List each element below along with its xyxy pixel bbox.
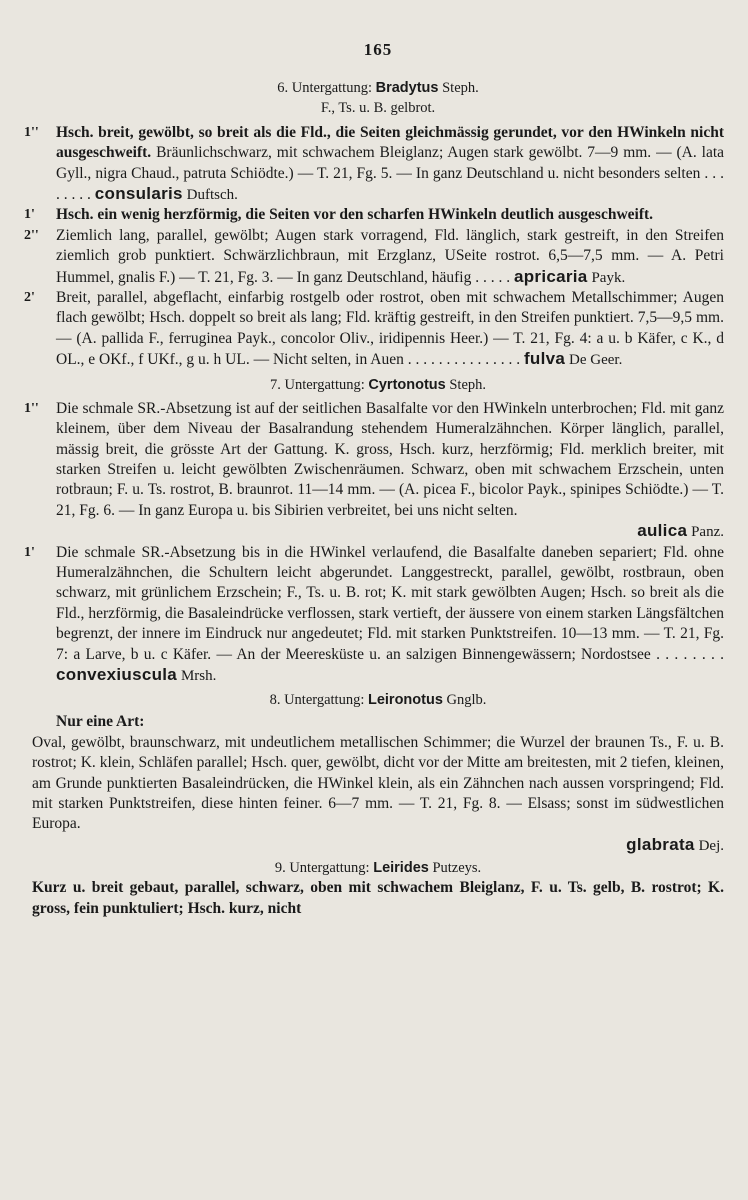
subgenus-sub-6: F., Ts. u. B. gelbrot. xyxy=(320,100,436,117)
subgenus-heading-8 xyxy=(32,690,724,710)
heading-author: Gnglb. xyxy=(446,692,487,709)
species-name: fulva xyxy=(523,349,566,369)
species-author: Payk. xyxy=(591,269,626,286)
species-description-9: Kurz u. breit gebaut, parallel, schwarz, oben mit schwachem Bleiglanz, F. u. Ts. gelb, B. rostrot; K. gross, fein punktuliert; Hsch. kurz, nicht xyxy=(32,879,724,917)
subgenus-heading-9 xyxy=(32,858,724,878)
heading-author: Steph. xyxy=(442,80,479,97)
couplet-text: Hsch. ein wenig herzförmig, die Seiten vor den scharfen HWinkeln deutlich ausgeschweift. xyxy=(56,206,654,224)
couplet-number: 2' xyxy=(24,290,35,306)
couplet-number: 1'' xyxy=(24,400,39,416)
heading-name: Leironotus xyxy=(367,692,443,709)
subgenus-heading-7 xyxy=(32,375,724,395)
subgenus-heading-6 xyxy=(32,78,724,98)
heading-label: 9. Untergattung: xyxy=(274,860,370,877)
heading-name: Cyrtonotus xyxy=(368,376,446,393)
heading-label: 6. Untergattung: xyxy=(277,80,372,97)
heading-author: Putzeys. xyxy=(432,860,482,877)
heading-label: 7. Untergattung: xyxy=(269,376,365,393)
couplet-number: 1' xyxy=(24,544,35,560)
couplet-text: Die schmale SR.-Absetzung ist auf der seitlichen Basalfalte vor den HWinkeln unterbrochen; Fld. mit ganz kleinem, über dem Niveau der Basalrandung stehendem Humeralzähnchen. Körper länglich, parallel, mässig breit, die grösste Art der Gattung. K. gross, Hsch. kurz, herzförmig; Fld. merklich breiter, mit starken Streifen u. leicht gewölbten Zwischenräumen. Schwarz, oben mit schwachem Erzschein, unten rotbraun; F. u. Ts. rostrot, B. braunrot. 11—14 mm. — (A. picea F., bicolor Payk., spinipes Schiödte.) — T. 21, Fg. 6. — In ganz Europa u. bis Sibirien verbreitet, bei uns nicht selten. xyxy=(56,399,724,519)
species-name: apricaria xyxy=(513,266,588,286)
couplet-6-4: 2' Breit, parallel, abgeflacht, einfarbig rostgelb oder rostrot, oben mit schwachem Metallschimmer; Augen flach gewölbt; Hsch. doppelt so breit als lang; Fld. kräftig gestreift, in den Streifen punktiert. 7,5—9,5 mm. — (A. pallida F., ferruginea Payk., concolor Oliv., iridipennis Heer.) — T. 21, Fg. 4: a u. b Käfer, c K., d OL., e OKf., f UKf., g u. h UL. — Nicht selten, in Auen . . . . . . . . . . . . . . . fulva De Geer. xyxy=(24,289,724,369)
species-description-8: Oval, gewölbt, braunschwarz, mit undeutlichem metallischen Schimmer; die Wurzel der braunen Ts., F. u. B. rostrot; K. klein, Schläfen parallel; Hsch. quer, gewölbt, dicht vor der Mitte am breitesten, mit 2 tiefen, kleinen, am Grunde punktierten Basaleindrücken, die HWinkel klein, als ein Zähnchen nach aussen vorspringend; Fld. mit starken Punktstreifen, diese hinten feiner. 6—7 mm. — T. 21, Fg. 8. — Elsass; sonst im südwestlichen Europa. xyxy=(32,733,724,833)
species-author: Dej. xyxy=(698,837,724,854)
couplet-7-2: 1' Die schmale SR.-Absetzung bis in die HWinkel verlaufend, die Basalfalte daneben separiert; Fld. ohne Humeralzähnchen, die Schultern leicht abgerundet. Langgestreckt, parallel, gewölbt, rostbraun, oben schwarz, mit grünlichem Erzschein; F., Ts. u. B. rot; K. mit stark gewölbten Augen; Hsch. so breit als die Fld., herzförmig, die Basaleindrücke verflossen, stark vertieft, der äussere von einem starken Längsfältchen begrenzt, der innere im Eindruck nur angedeutet; Fld. mit starken Punktstreifen. 10—13 mm. — T. 21, Fg. 7: a Larve, b u. c Käfer. — An der Meeresküste u. an salzigen Binnengewässern; Nordostsee . . . . . . . . convexiuscula Mrsh. xyxy=(24,543,725,684)
couplet-6-3: 2'' Ziemlich lang, parallel, gewölbt; Augen stark vorragend, Fld. länglich, stark gestreift, in den Streifen ziemlich grob punktiert. Schwärzlichbraun, mit Erzglanz, USeite rostrot. 6,5—7,5 mm. — A. Petri Hummel, gnalis F.) — T. 21, Fg. 3. — In ganz Deutschland, häufig . . . . . apricaria Payk. xyxy=(24,226,724,286)
species-author: Duftsch. xyxy=(186,187,238,204)
couplet-number: 2'' xyxy=(24,227,39,243)
species-author: Mrsh. xyxy=(180,667,217,684)
species-name: consularis xyxy=(94,184,183,204)
couplet-number: 1'' xyxy=(24,124,39,140)
species-author: Panz. xyxy=(691,524,724,541)
species-name: glabrata xyxy=(626,834,695,854)
couplet-number: 1' xyxy=(24,207,35,223)
species-name: convexiuscula xyxy=(56,664,178,684)
couplet-7-1 xyxy=(24,399,724,521)
single-species-note: Nur eine Art: xyxy=(56,713,145,731)
heading-name: Bradytus xyxy=(375,80,439,97)
couplet-text: Ziemlich lang, parallel, gewölbt; Augen stark vorragend, Fld. länglich, stark gestreift, in den Streifen ziemlich grob punktiert. Schwärzlichbraun, mit Erzglanz, USeite rostrot. 6,5—7,5 mm. — A. Petri Hummel, gnalis F.) — T. 21, Fg. 3. — In ganz Deutschland, häufig xyxy=(56,226,724,286)
page-number: 165 xyxy=(363,40,393,59)
couplet-lead: Hsch. breit, gewölbt, so breit als die Fld., die Seiten gleichmässig gerundet, vor den HWinkeln nicht ausgeschweift. xyxy=(56,123,724,162)
species-line-7-1 xyxy=(32,521,724,542)
couplet-text: Bräunlichschwarz, mit schwachem Bleiglanz; Augen stark gewölbt. 7—9 mm. — (A. lata Gyll., nigra Chaud., patruta Schiödte.) — T. 21, Fg. 5. — In ganz Deutschland u. nicht besonders selten xyxy=(56,144,725,182)
couplet-6-2 xyxy=(24,205,724,225)
couplet-text: Die schmale SR.-Absetzung bis in die HWinkel verlaufend, die Basalfalte daneben separiert; Fld. ohne Humeralzähnchen, die Schultern leicht abgerundet. Langgestreckt, parallel, gewölbt, rostbraun, oben schwarz, mit grünlichem Erzschein; F., Ts. u. B. rot; K. mit stark gewölbten Augen; Hsch. so breit als die Fld., herzförmig, die Basaleindrücke verflossen, stark vertieft, der äussere von einem starken Längsfältchen begrenzt, der innere im Eindruck nur angedeutet; Fld. mit starken Punktstreifen. 10—13 mm. — T. 21, Fg. 7: a Larve, b u. c Käfer. — An der Meeresküste u. an salzigen Binnengewässern; Nordostsee xyxy=(56,543,724,663)
couplet-6-1: 1'' Hsch. breit, gewölbt, so breit als die Fld., die Seiten gleichmässig gerundet, vor den HWinkeln nicht ausgeschweift. Bräunlichschwarz, mit schwachem Bleiglanz; Augen stark gewölbt. 7—9 mm. — (A. lata Gyll., nigra Chaud., patruta Schiödte.) — T. 21, Fg. 5. — In ganz Deutschland u. nicht besonders selten . . . . . . . . consularis Duftsch. xyxy=(24,123,725,204)
heading-author: Steph. xyxy=(449,376,487,393)
species-author: De Geer. xyxy=(569,352,623,369)
couplet-text: Breit, parallel, abgeflacht, einfarbig rostgelb oder rostrot, oben mit schwachem Metallschimmer; Augen flach gewölbt; Hsch. doppelt so breit als lang; Fld. kräftig gestreift, in den Streifen punktiert. 7,5—9,5 mm. — (A. pallida F., ferruginea Payk., concolor Oliv., iridipennis Heer.) — T. 21, Fg. 4: a u. b Käfer, c K., d OL., e OKf., f UKf., g u. h UL. — Nicht selten, in Auen xyxy=(56,289,724,369)
heading-name: Leirides xyxy=(373,860,429,877)
species-line-8 xyxy=(32,835,724,856)
species-name: aulica xyxy=(637,521,688,541)
heading-label: 8. Untergattung: xyxy=(269,692,365,709)
